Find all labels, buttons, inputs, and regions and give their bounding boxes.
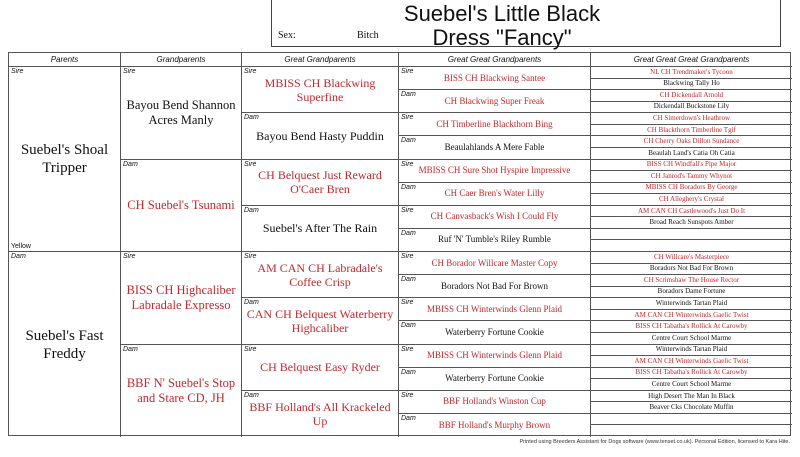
- grandparent-cell: [121, 252, 242, 345]
- header-box: [271, 0, 781, 50]
- great-great-grandparent-name: CH Borador Willcare Master Copy: [431, 257, 558, 268]
- grandparent-name: Bayou Bend Shannon Acres Manly: [126, 97, 236, 127]
- great-great-great-grandparent-cell: [591, 79, 792, 91]
- great-grandparent-name: CH Belquest Easy Ryder: [260, 360, 380, 375]
- great-great-great-grandparent-name: Boradors Not Bad For Brown: [649, 264, 734, 273]
- great-great-great-grandparent-cell: [591, 136, 792, 148]
- great-great-grandparent-cell: [399, 368, 591, 391]
- great-great-grandparent-name: MBISS CH Winterwinds Glenn Plaid: [427, 303, 562, 314]
- grandparent-cell: [121, 160, 242, 253]
- great-grandparent-cell: [242, 160, 399, 206]
- great-grandparent-cell: [242, 345, 399, 391]
- sire-tag: Sire: [401, 253, 414, 260]
- great-grandparent-cell: [242, 113, 399, 159]
- great-great-great-grandparent-name: Boradors Dame Fortune: [657, 287, 726, 296]
- great-great-great-grandparent-name: CH Janrod's Tammy Whynot: [650, 171, 733, 180]
- great-great-grandparent-name: MBISS CH Sure Shot Hyspire Impressive: [418, 165, 571, 176]
- great-grandparent-name: CAN CH Belquest Waterberry Highcaliber: [246, 306, 394, 335]
- great-great-great-grandparent-cell: [591, 160, 792, 172]
- great-great-grandparent-cell: [399, 206, 591, 229]
- pedigree-grid: [8, 52, 791, 436]
- dam-tag: Dam: [401, 322, 416, 330]
- great-grandparent-name: Suebel's After The Rain: [262, 221, 378, 236]
- great-great-great-grandparent-name: NL CH Trendmaker's Tycoon: [650, 67, 733, 76]
- great-great-great-grandparent-name: Beaulah Land's Catia Oh Catia: [648, 148, 735, 157]
- great-great-great-grandparent-cell: [591, 229, 792, 241]
- great-great-great-grandparent-cell: [591, 414, 792, 426]
- great-great-grandparent-name: Waterberry Fortune Cookie: [445, 373, 544, 384]
- great-great-great-grandparent-cell: [591, 252, 792, 264]
- sire-tag: Sire: [401, 299, 414, 307]
- sire-tag: Sire: [244, 68, 257, 75]
- sire-name: Suebel's Shoal Tripper: [20, 142, 109, 176]
- dam-tag: Dam: [401, 229, 416, 237]
- parent-cell: [9, 252, 121, 437]
- dam-tag: Dam: [244, 299, 259, 307]
- great-great-grandparent-name: CH Caer Bren's Water Lilly: [444, 188, 545, 199]
- dam-tag: Dam: [244, 391, 259, 399]
- column-header-parents: Parents: [9, 53, 121, 67]
- great-great-grandparent-name: CH Blackwing Super Freak: [444, 95, 545, 106]
- great-great-great-grandparent-name: Centre Court School Marme: [651, 379, 732, 388]
- sire-tag: Sire: [123, 253, 136, 260]
- great-great-great-grandparent-name: BISS CH Tabatha's Rollick At Carowby: [635, 322, 748, 331]
- great-great-great-grandparent-name: High Desert The Man In Black: [648, 391, 735, 400]
- great-great-grandparent-name: Ruf 'N' Tumble's Riley Rumble: [438, 234, 551, 245]
- grandparent-name: BBF N' Suebel's Stop and Stare CD, JH: [126, 375, 236, 405]
- great-great-great-grandparent-cell: [591, 217, 792, 229]
- great-grandparent-name: CH Belquest Just Reward O'Caer Bren: [258, 168, 382, 197]
- great-grandparent-name: MBISS CH Blackwing Superfine: [264, 75, 376, 104]
- great-great-grandparent-name: Beaulahlands A Mere Fable: [444, 141, 545, 152]
- great-grandparent-name: BBF Holland's All Krackeled Up: [249, 399, 391, 428]
- great-great-grandparent-cell: [399, 113, 591, 136]
- great-great-great-grandparent-cell: [591, 125, 792, 137]
- great-great-great-grandparent-name: Winterwinds Tartan Plaid: [655, 299, 728, 308]
- great-great-great-grandparent-cell: [591, 368, 792, 380]
- great-great-great-grandparent-name: Blackwing Tally Ho: [663, 79, 720, 88]
- great-grandparent-cell: [242, 252, 399, 298]
- great-great-grandparent-cell: [399, 160, 591, 183]
- great-great-great-grandparent-cell: [591, 183, 792, 195]
- great-great-great-grandparent-name: AM CAN CH Winterwinds Gaelic Twist: [634, 310, 749, 319]
- great-great-great-grandparent-cell: [591, 310, 792, 322]
- dam-tag: Dam: [401, 183, 416, 191]
- great-great-grandparent-cell: [399, 229, 591, 252]
- great-great-great-grandparent-name: Broad Reach Sunspots Amber: [649, 218, 734, 227]
- dam-tag: Dam: [123, 345, 138, 353]
- sire-tag: Sire: [401, 391, 414, 399]
- dam-tag: Dam: [401, 91, 416, 99]
- parent-cell: [9, 67, 121, 252]
- great-great-great-grandparent-cell: [591, 425, 792, 437]
- great-great-great-grandparent-name: CH Cherry Oaks Dillon Sundance: [643, 137, 740, 146]
- great-grandparent-cell: [242, 67, 399, 113]
- great-grandparent-cell: [242, 206, 399, 252]
- great-great-grandparent-name: BBF Holland's Winston Cup: [443, 396, 546, 407]
- sire-tag: Sire: [401, 68, 414, 75]
- great-great-great-grandparent-cell: [591, 102, 792, 114]
- great-grandparent-cell: [242, 391, 399, 437]
- sire-tag: Sire: [244, 345, 257, 353]
- dam-tag: Dam: [401, 276, 416, 284]
- grandparent-cell: [121, 67, 242, 160]
- great-great-grandparent-name: CH Timberline Blackthorn Bing: [436, 118, 553, 129]
- great-great-grandparent-cell: [399, 298, 591, 321]
- dam-name: Suebel's Fast Freddy: [25, 327, 104, 362]
- great-great-great-grandparent-name: CH Alleghery's Crystal: [658, 194, 725, 203]
- great-great-great-grandparent-name: CH Dickendall Arnold: [659, 90, 724, 99]
- great-great-great-grandparent-cell: [591, 240, 792, 252]
- great-great-grandparent-cell: [399, 136, 591, 159]
- great-great-grandparent-name: Boradors Not Bad For Brown: [441, 280, 548, 291]
- great-great-great-grandparent-name: AM CAN CH Castlewood's Just Do It: [637, 206, 746, 215]
- sire-tag: Sire: [401, 160, 414, 168]
- column-header-great-great-great-grandparents: Great Great Great Grandparents: [591, 53, 792, 67]
- grandparent-cell: [121, 345, 242, 438]
- great-great-grandparent-name: BISS CH Blackwing Santee: [443, 72, 546, 83]
- sire-tag: Sire: [244, 253, 257, 260]
- great-great-grandparent-name: Waterberry Fortune Cookie: [445, 326, 544, 337]
- footer-note: Printed using Breeders Assistant for Dogs software (www.tenset.co.uk). Personal Edition, licensed to Kara Hite.: [519, 439, 790, 445]
- dam-tag: Dam: [401, 368, 416, 376]
- great-great-great-grandparent-cell: [591, 148, 792, 160]
- great-great-great-grandparent-cell: [591, 333, 792, 345]
- great-great-great-grandparent-name: Winterwinds Tartan Plaid: [655, 345, 728, 354]
- sire-color: Yellow: [11, 243, 31, 250]
- great-great-great-grandparent-cell: [591, 321, 792, 333]
- sire-tag: Sire: [11, 68, 24, 75]
- dam-tag: Dam: [123, 160, 138, 168]
- dog-title: Suebel's Little Black Dress "Fancy": [403, 1, 601, 50]
- sex-label: Sex:: [278, 30, 296, 41]
- great-great-great-grandparent-name: BISS CH Windfall's Pipe Major: [646, 160, 737, 169]
- great-great-grandparent-name: BBF Holland's Murphy Brown: [438, 419, 551, 430]
- great-great-grandparent-cell: [399, 90, 591, 113]
- great-grandparent-name: Bayou Bend Hasty Puddin: [256, 128, 384, 143]
- dam-tag: Dam: [244, 206, 259, 214]
- great-great-great-grandparent-cell: [591, 90, 792, 102]
- great-great-great-grandparent-name: CH Simerdown's Heathrow: [652, 114, 731, 123]
- great-great-great-grandparent-name: BISS CH Tabatha's Rollick At Carowby: [635, 368, 748, 377]
- great-great-great-grandparent-name: CH Scrimshaw The House Rector: [643, 275, 740, 284]
- great-great-great-grandparent-cell: [591, 356, 792, 368]
- great-great-great-grandparent-name: Centre Court School Marme: [651, 333, 732, 342]
- great-great-great-grandparent-cell: [591, 67, 792, 79]
- sire-tag: Sire: [123, 68, 136, 75]
- sire-tag: Sire: [244, 160, 257, 168]
- grandparent-name: CH Suebel's Tsunami: [127, 197, 235, 212]
- sex-value: Bitch: [357, 30, 379, 41]
- column-header-great-great-grandparents: Great Great Grandparents: [399, 53, 591, 67]
- great-great-great-grandparent-cell: [591, 194, 792, 206]
- great-great-great-grandparent-cell: [591, 379, 792, 391]
- great-great-great-grandparent-name: AM CAN CH Winterwinds Gaelic Twist: [634, 356, 749, 365]
- great-great-grandparent-cell: [399, 252, 591, 275]
- great-great-great-grandparent-cell: [591, 275, 792, 287]
- sire-tag: Sire: [401, 114, 414, 122]
- great-great-great-grandparent-name: CH Blackthorn Timberline Tgif: [647, 125, 736, 134]
- great-great-grandparent-name: MBISS CH Winterwinds Glenn Plaid: [427, 350, 562, 361]
- great-great-grandparent-cell: [399, 183, 591, 206]
- great-great-great-grandparent-cell: [591, 171, 792, 183]
- grandparent-name: BISS CH Highcaliber Labradale Expresso: [126, 282, 236, 312]
- column-header-great-grandparents: Great Grandparents: [242, 53, 399, 67]
- great-great-great-grandparent-cell: [591, 113, 792, 125]
- great-great-great-grandparent-name: Beaver Cks Chocolate Muffin: [649, 403, 734, 412]
- dam-tag: Dam: [11, 253, 26, 260]
- great-great-grandparent-cell: [399, 414, 591, 437]
- great-great-great-grandparent-cell: [591, 298, 792, 310]
- great-great-grandparent-cell: [399, 321, 591, 344]
- great-great-grandparent-cell: [399, 67, 591, 90]
- great-great-great-grandparent-name: MBISS CH Boradors By George: [645, 183, 738, 192]
- great-great-great-grandparent-cell: [591, 402, 792, 414]
- great-great-great-grandparent-cell: [591, 345, 792, 357]
- dam-tag: Dam: [244, 114, 259, 122]
- great-great-great-grandparent-name: Dickendall Buckstone Lily: [653, 102, 730, 111]
- sire-tag: Sire: [401, 206, 414, 214]
- great-great-great-grandparent-cell: [591, 264, 792, 276]
- great-grandparent-name: AM CAN CH Labradale's Coffee Crisp: [257, 260, 383, 289]
- great-great-grandparent-cell: [399, 275, 591, 298]
- great-great-great-grandparent-name: CH Willcare's Masterpiece: [653, 252, 730, 261]
- great-great-great-grandparent-cell: [591, 206, 792, 218]
- dam-tag: Dam: [401, 414, 416, 422]
- sire-tag: Sire: [401, 345, 414, 353]
- great-great-grandparent-cell: [399, 345, 591, 368]
- great-great-grandparent-name: CH Canvasback's Wish I Could Fly: [430, 211, 559, 222]
- column-header-grandparents: Grandparents: [121, 53, 242, 67]
- great-great-grandparent-cell: [399, 391, 591, 414]
- great-great-great-grandparent-cell: [591, 391, 792, 403]
- great-grandparent-cell: [242, 298, 399, 344]
- dam-tag: Dam: [401, 137, 416, 145]
- great-great-great-grandparent-cell: [591, 287, 792, 299]
